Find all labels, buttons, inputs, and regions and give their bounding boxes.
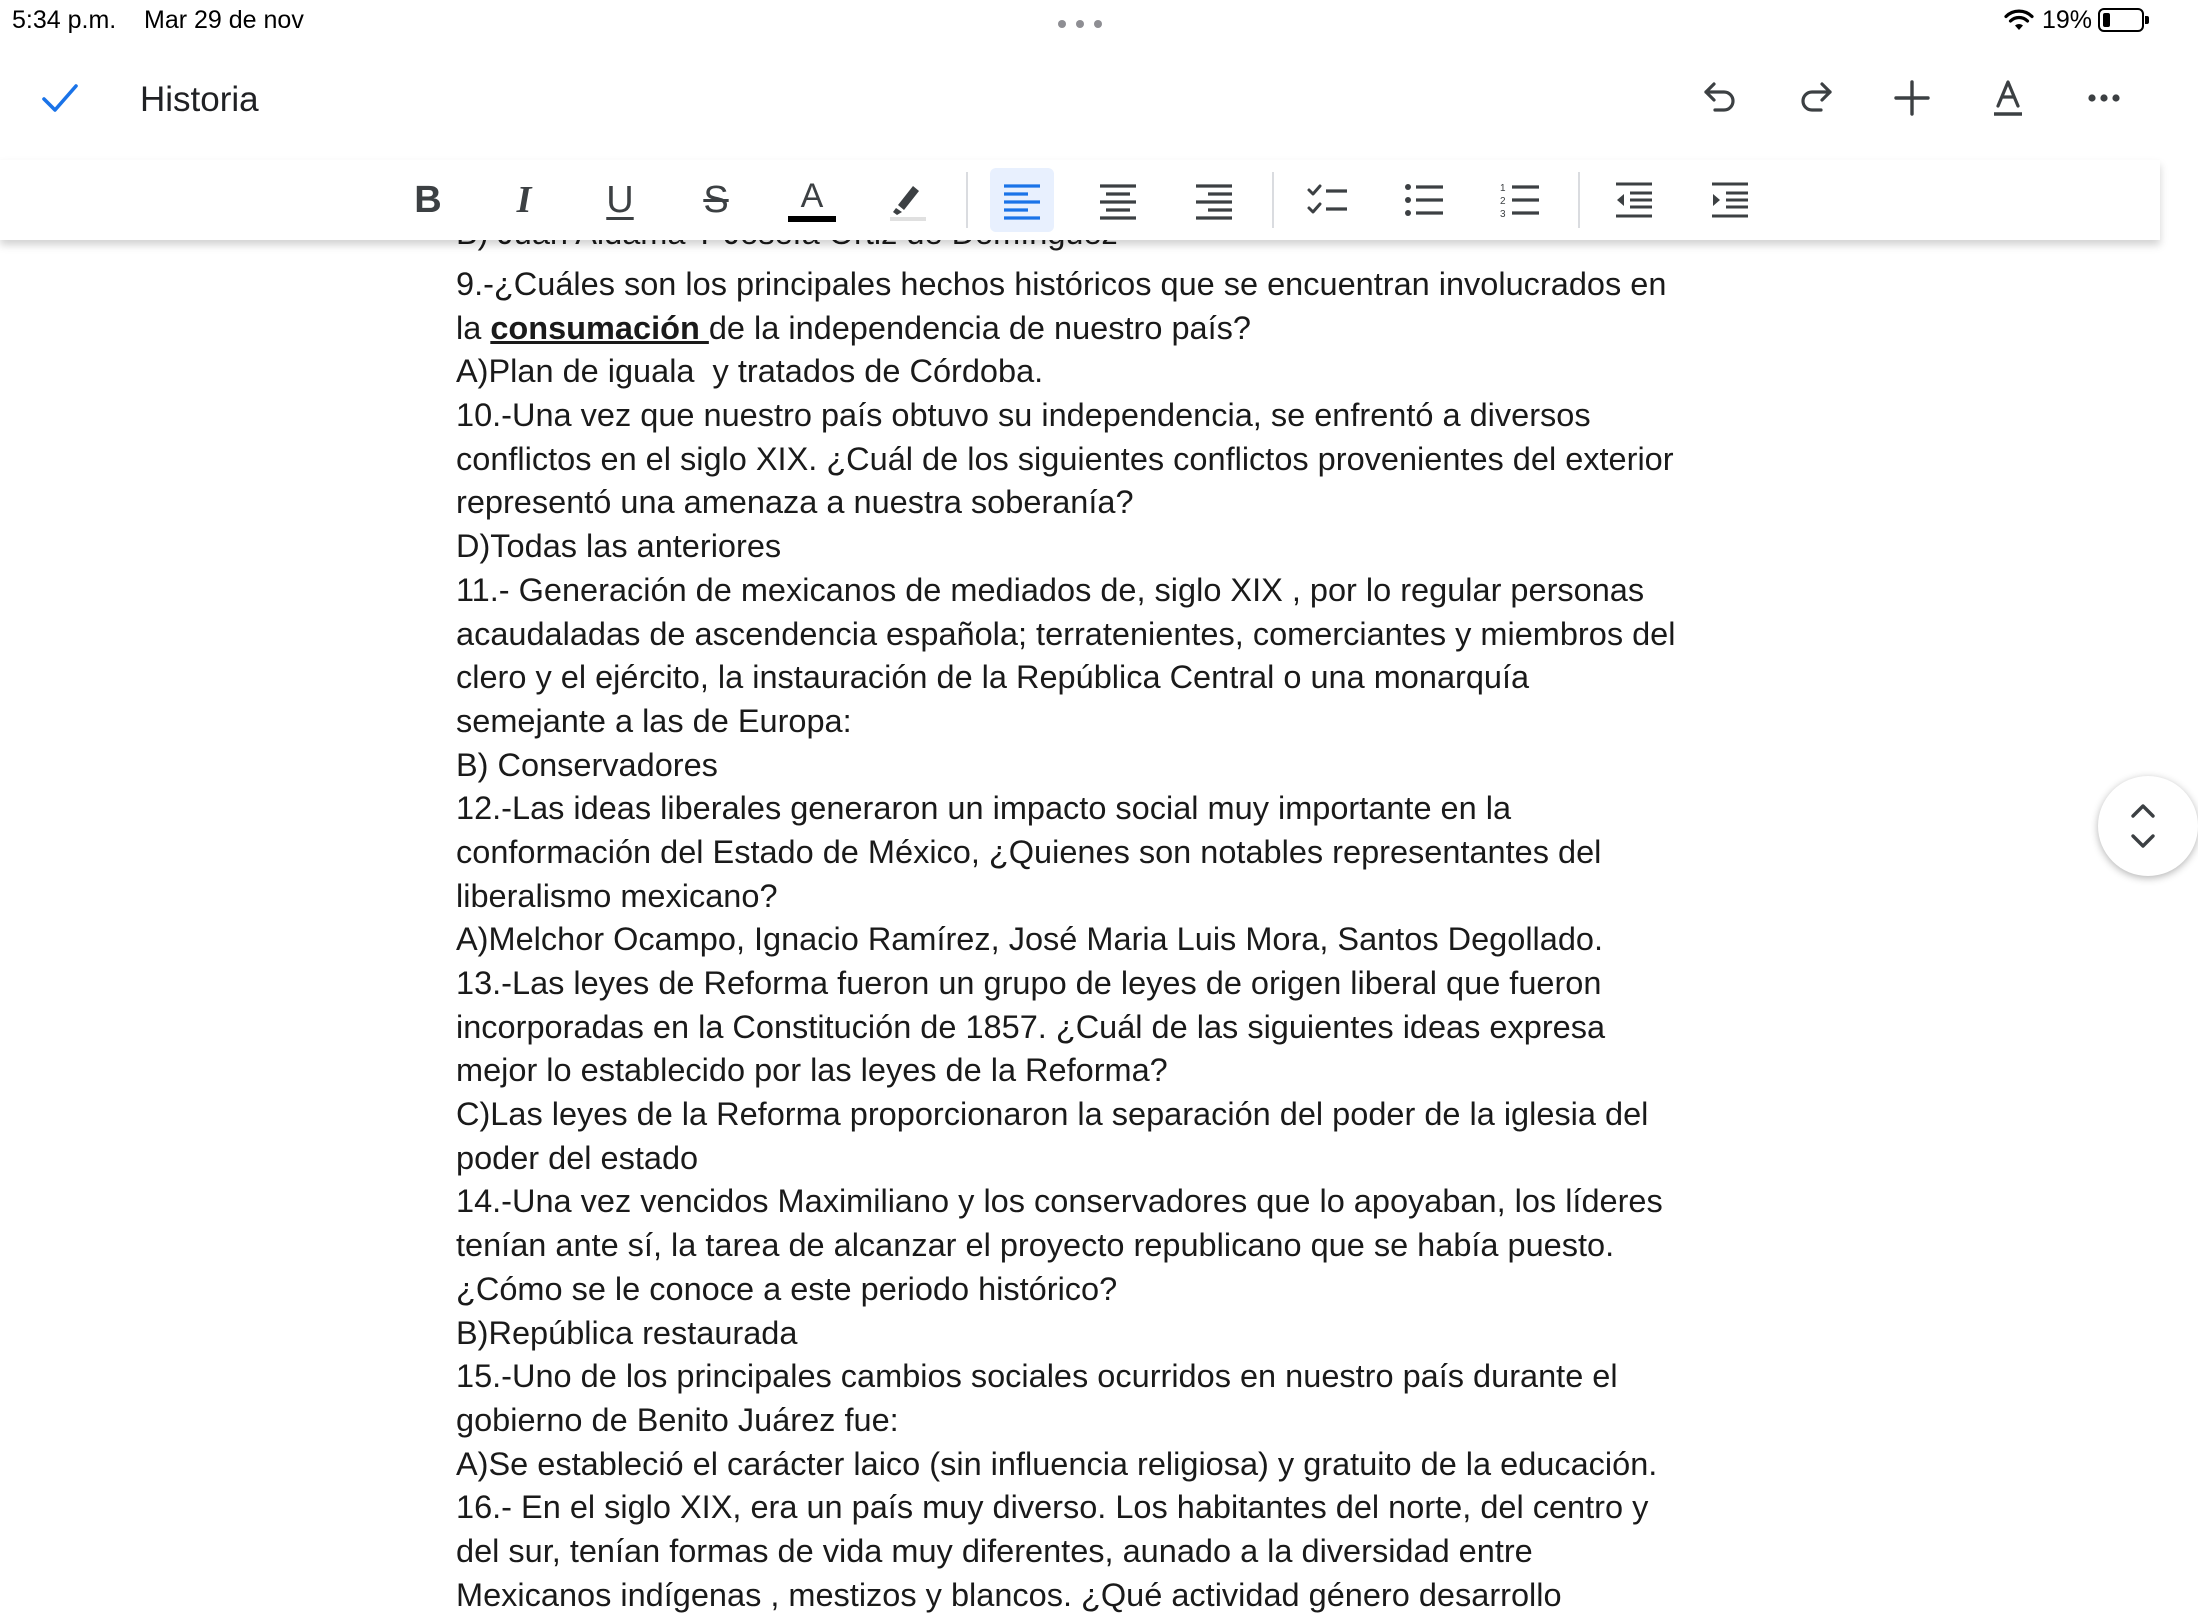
- document-title[interactable]: Historia: [140, 80, 259, 119]
- chevron-up-down-icon: [2130, 798, 2156, 854]
- strikethrough-button[interactable]: [684, 168, 748, 232]
- document-line: D)Todas las anteriores: [456, 528, 782, 565]
- document-text: de la independencia de nuestro país?: [708, 309, 1251, 346]
- insert-button[interactable]: [1886, 72, 1938, 124]
- document-line: incorporadas en la Constitución de 1857. ¿Cuál de las siguientes ideas expresa: [456, 1008, 1606, 1045]
- align-center-icon: [1096, 178, 1140, 222]
- document-line: 9.-¿Cuáles son los principales hechos históricos que se encuentran involucrados en: [456, 266, 1667, 302]
- document-line: gobierno de Benito Juárez fue:: [456, 1401, 899, 1438]
- italic-button[interactable]: [492, 168, 556, 232]
- checkmark-icon[interactable]: [40, 78, 80, 118]
- document-line: 12.-Las ideas liberales generaron un impacto social muy importante en la: [456, 790, 1512, 827]
- checklist-button[interactable]: [1296, 168, 1360, 232]
- text-color-button[interactable]: [780, 168, 844, 232]
- svg-text:3: 3: [1500, 209, 1506, 220]
- page-navigator-button[interactable]: [2098, 776, 2198, 876]
- toolbar-divider: [1578, 172, 1580, 228]
- increase-indent-icon: [1708, 178, 1752, 222]
- document-line: 14.-Una vez vencidos Maximiliano y los conservadores que lo apoyaban, los líderes: [456, 1183, 1663, 1220]
- redo-icon: [1796, 78, 1836, 118]
- document-line: representó una amenaza a nuestra soberanía?: [456, 484, 1134, 521]
- document-line: semejante a las de Europa:: [456, 702, 852, 739]
- document-line: mejor lo establecido por las leyes de la Reforma?: [456, 1052, 1168, 1089]
- align-right-button[interactable]: [1182, 168, 1246, 232]
- toolbar-divider: [966, 172, 968, 228]
- status-date: Mar 29 de nov: [144, 6, 304, 34]
- document-line: C)Las leyes de la Reforma proporcionaron la separación del poder de la iglesia del: [456, 1096, 1649, 1133]
- svg-text:1: 1: [1500, 183, 1506, 194]
- italic-icon: I: [516, 179, 532, 221]
- battery-level-fill: [2103, 13, 2110, 27]
- underline-icon: U: [606, 179, 634, 221]
- document-line: conflictos en el siglo XIX. ¿Cuál de los siguientes conflictos provenientes del exterior: [456, 440, 1674, 477]
- toolbar-divider: [1272, 172, 1274, 228]
- document-line: poder del estado: [456, 1139, 699, 1176]
- document-line: 10.-Una vez que nuestro país obtuvo su independencia, se enfrentó a diversos: [456, 397, 1591, 434]
- align-left-icon: [1000, 178, 1044, 222]
- more-options-button[interactable]: [2078, 72, 2130, 124]
- underline-button[interactable]: [588, 168, 652, 232]
- numbered-list-button[interactable]: [1488, 168, 1552, 232]
- svg-text:2: 2: [1500, 196, 1506, 207]
- decrease-indent-button[interactable]: [1602, 168, 1666, 232]
- redo-button[interactable]: [1790, 72, 1842, 124]
- bulleted-list-button[interactable]: [1392, 168, 1456, 232]
- more-icon: [2084, 78, 2124, 118]
- checklist-icon: [1306, 178, 1350, 222]
- document-line: liberalismo mexicano?: [456, 877, 778, 914]
- document-line: 15.-Uno de los principales cambios sociales ocurridos en nuestro país durante el: [456, 1358, 1618, 1395]
- document-line: 13.-Las leyes de Reforma fueron un grupo de leyes de origen liberal que fueron: [456, 965, 1602, 1001]
- multitasking-dots-icon[interactable]: [1058, 20, 1102, 28]
- battery-icon: [2098, 8, 2150, 32]
- document-line: tenían ante sí, la tarea de alcanzar el proyecto republicano que se había puesto.: [456, 1227, 1615, 1264]
- align-right-icon: [1192, 178, 1236, 222]
- document-line: acaudaladas de ascendencia española; terratenientes, comerciantes y miembros del: [456, 615, 1676, 652]
- document-line: conformación del Estado de México, ¿Quienes son notables representantes del: [456, 833, 1602, 870]
- undo-icon: [1700, 78, 1740, 118]
- highlight-color-button[interactable]: [876, 168, 940, 232]
- app-bar: [0, 40, 2160, 160]
- wifi-icon: [2004, 8, 2034, 32]
- document-line: clero y el ejército, la instauración de la República Central o una monarquía: [456, 659, 1530, 696]
- numbered-list-icon: [1498, 178, 1542, 222]
- document-canvas[interactable]: [0, 240, 2160, 1620]
- document-text: la: [456, 309, 491, 346]
- status-time: 5:34 p.m.: [12, 6, 117, 34]
- document-line: [456, 307, 1716, 351]
- increase-indent-button[interactable]: [1698, 168, 1762, 232]
- align-left-button[interactable]: [990, 168, 1054, 232]
- align-center-button[interactable]: [1086, 168, 1150, 232]
- document-line: B) Conservadores: [456, 746, 718, 783]
- document-line: A)Se estableció el carácter laico (sin influencia religiosa) y gratuito de la educación.: [456, 1445, 1658, 1482]
- document-line: A)Plan de iguala y tratados de Córdoba.: [456, 353, 1044, 390]
- battery-percentage: 19%: [2042, 6, 2093, 34]
- bold-button[interactable]: [396, 168, 460, 232]
- plus-icon: [1892, 78, 1932, 118]
- document-line: ¿Cómo se le conoce a este periodo histórico?: [456, 1270, 1118, 1307]
- highlighter-icon: [886, 178, 930, 222]
- text-color-swatch: [788, 216, 836, 222]
- document-line: 16.- En el siglo XIX, era un país muy diverso. Los habitantes del norte, del centro y: [456, 1489, 1649, 1526]
- document-line: 11.- Generación de mexicanos de mediados de, siglo XIX , por lo regular personas: [456, 571, 1645, 608]
- document-line: del sur, tenían formas de vida muy diferentes, aunado a la diversidad entre: [456, 1532, 1533, 1569]
- document-line: Mexicanos indígenas , mestizos y blancos. ¿Qué actividad género desarrollo: [456, 1576, 1562, 1613]
- strikethrough-icon: S: [703, 179, 729, 221]
- bold-icon: B: [414, 179, 442, 221]
- text-color-icon: A: [800, 176, 824, 215]
- underlined-keyword: consumación: [490, 309, 709, 346]
- status-bar: [0, 0, 2160, 40]
- text-format-icon: [1988, 78, 2028, 118]
- document-body[interactable]: [456, 240, 1716, 1617]
- document-line: A)Melchor Ocampo, Ignacio Ramírez, José Maria Luis Mora, Santos Degollado.: [456, 921, 1604, 958]
- bulleted-list-icon: [1402, 178, 1446, 222]
- decrease-indent-icon: [1612, 178, 1656, 222]
- document-line: B)República restaurada: [456, 1314, 798, 1351]
- formatting-toolbar: [0, 160, 2160, 240]
- undo-button[interactable]: [1694, 72, 1746, 124]
- text-format-button[interactable]: [1982, 72, 2034, 124]
